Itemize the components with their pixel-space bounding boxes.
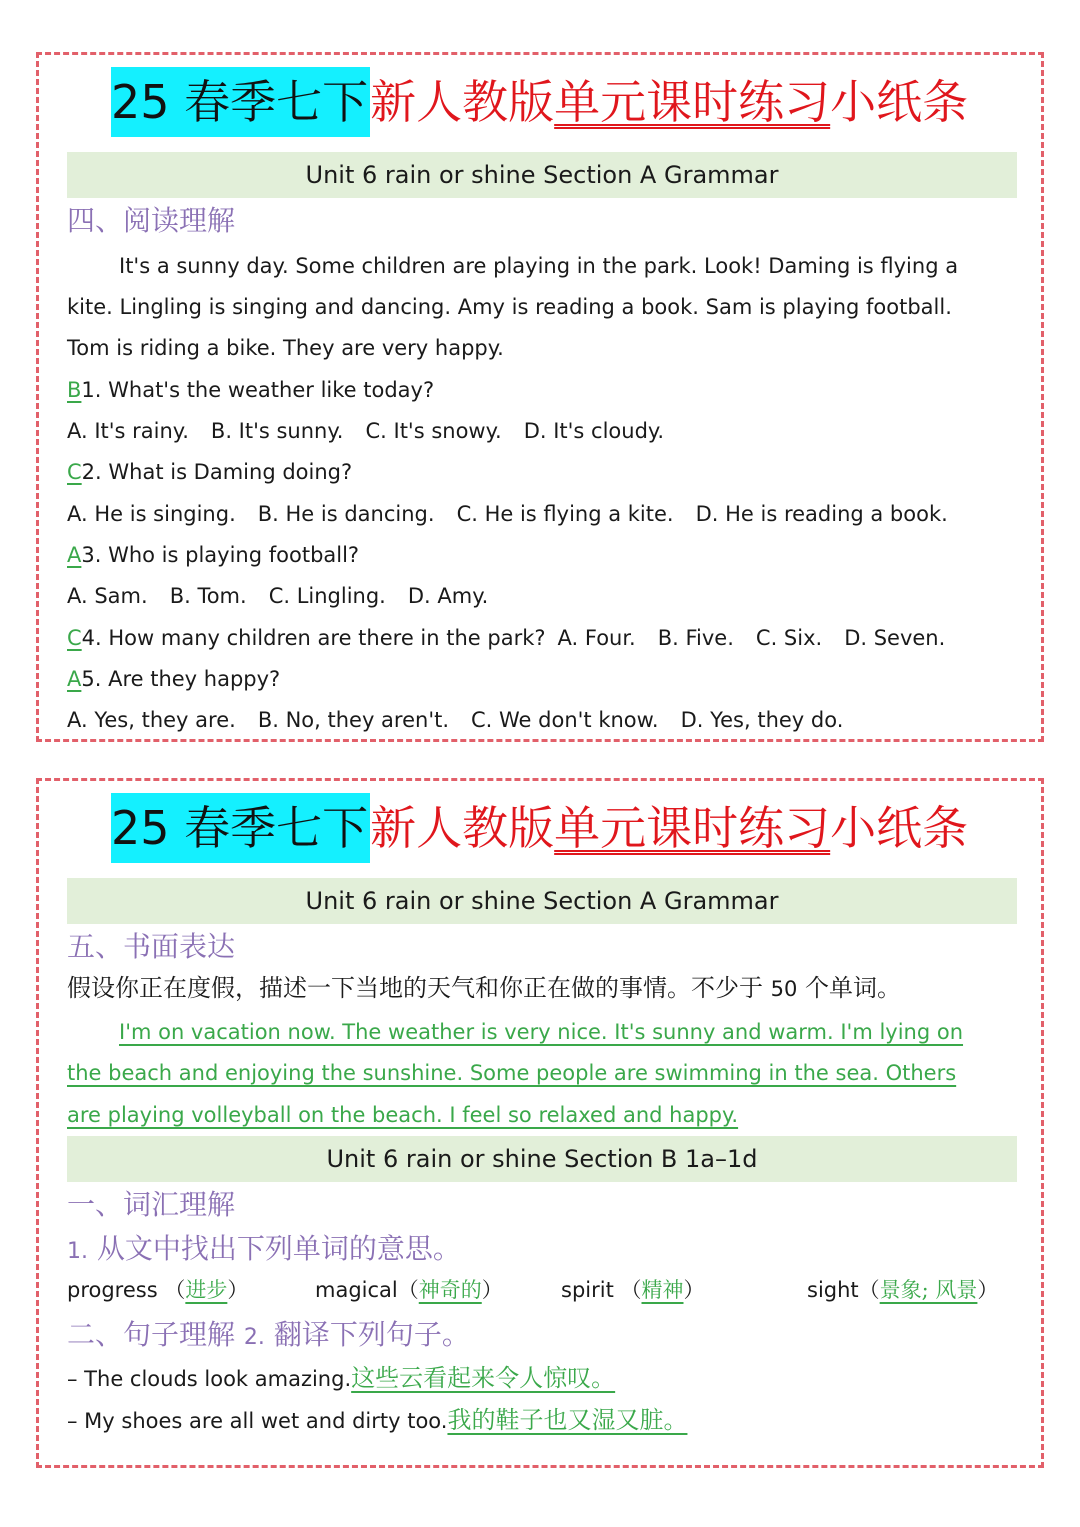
options-5 bbox=[67, 705, 1017, 735]
essay-line: the beach and enjoying the sunshine. Some people are swimming in the sea. Others bbox=[67, 1061, 957, 1085]
section-heading: 四、阅读理解 bbox=[67, 204, 236, 237]
unit-banner: Unit 6 rain or shine Section A Grammar bbox=[67, 878, 1017, 924]
options-3 bbox=[67, 581, 1017, 611]
vocab-item: magical（神奇的） bbox=[315, 1278, 503, 1302]
option: D. He is reading a book. bbox=[695, 502, 948, 526]
card-title: 25 春季七下新人教版单元课时练习小纸条 bbox=[111, 793, 968, 863]
question-1: B1. What's the weather like today? bbox=[67, 378, 435, 402]
essay-line: are playing volleyball on the beach. I feel so relaxed and happy. bbox=[67, 1103, 739, 1127]
section-heading-3: 二、句子理解 2. 翻译下列句子。 bbox=[67, 1318, 470, 1351]
translation-answer: 这些云看起来令人惊叹。 bbox=[351, 1364, 616, 1392]
option: D. Amy. bbox=[407, 584, 489, 608]
title-highlight: 25 春季七下 bbox=[111, 793, 370, 863]
section-heading: 五、书面表达 bbox=[67, 930, 236, 963]
translation-sentence-1: – The clouds look amazing.这些云看起来令人惊叹。 bbox=[67, 1364, 616, 1392]
answer-mark: A bbox=[67, 667, 82, 691]
translation-answer: 我的鞋子也又湿又脏。 bbox=[447, 1406, 688, 1434]
task-1-heading: 1. 从文中找出下列单词的意思。 bbox=[67, 1232, 461, 1265]
translation-sentence-2: – My shoes are all wet and dirty too.我的鞋子也又湿又脏。 bbox=[67, 1406, 688, 1434]
card-title: 25 春季七下新人教版单元课时练习小纸条 bbox=[111, 67, 968, 137]
unit-banner-2: Unit 6 rain or shine Section B 1a–1d bbox=[67, 1136, 1017, 1182]
vocab-item: progress （进步） bbox=[67, 1278, 249, 1302]
section-heading-2: 一、词汇理解 bbox=[67, 1188, 236, 1221]
question-4: C4. How many children are there in the park? A. Four. B. Five. C. Six. D. Seven. bbox=[67, 623, 1017, 653]
option: D. Yes, they do. bbox=[680, 708, 844, 732]
worksheet-card-1 bbox=[36, 52, 1044, 742]
question-5: A5. Are they happy? bbox=[67, 667, 281, 691]
essay-line: I'm on vacation now. The weather is very nice. It's sunny and warm. I'm lying on bbox=[119, 1020, 964, 1044]
question-3: A3. Who is playing football? bbox=[67, 543, 360, 567]
passage-line: kite. Lingling is singing and dancing. Amy is reading a book. Sam is playing football. bbox=[67, 295, 952, 319]
title-highlight: 25 春季七下 bbox=[111, 67, 370, 137]
answer-mark: A bbox=[67, 543, 82, 567]
passage-line: Tom is riding a bike. They are very happy. bbox=[67, 336, 504, 360]
option: A. Four. bbox=[557, 626, 636, 650]
option: C. Six. bbox=[755, 626, 823, 650]
option: C. It's snowy. bbox=[365, 419, 502, 443]
option: A. Sam. bbox=[67, 584, 148, 608]
option: B. It's sunny. bbox=[210, 419, 344, 443]
options-1 bbox=[67, 416, 1017, 446]
option: B. No, they aren't. bbox=[257, 708, 449, 732]
writing-prompt: 假设你正在度假，描述一下当地的天气和你正在做的事情。不少于 50 个单词。 bbox=[67, 974, 902, 1002]
vocab-row bbox=[67, 1275, 1017, 1305]
question-2: C2. What is Daming doing? bbox=[67, 460, 353, 484]
option: B. He is dancing. bbox=[257, 502, 435, 526]
answer-mark: C bbox=[67, 460, 82, 484]
option: C. He is flying a kite. bbox=[456, 502, 674, 526]
option: D. It's cloudy. bbox=[523, 419, 665, 443]
options-2 bbox=[67, 499, 1017, 529]
option: A. It's rainy. bbox=[67, 419, 189, 443]
option: D. Seven. bbox=[844, 626, 946, 650]
unit-banner: Unit 6 rain or shine Section A Grammar bbox=[67, 152, 1017, 198]
vocab-item: spirit （精神） bbox=[561, 1278, 705, 1302]
answer-mark: C bbox=[67, 626, 82, 650]
option: A. Yes, they are. bbox=[67, 708, 236, 732]
option: B. Five. bbox=[657, 626, 734, 650]
worksheet-card-2 bbox=[36, 778, 1044, 1468]
option: A. He is singing. bbox=[67, 502, 236, 526]
answer-mark: B bbox=[67, 378, 82, 402]
option: C. We don't know. bbox=[471, 708, 659, 732]
passage-line: It's a sunny day. Some children are playing in the park. Look! Daming is flying a bbox=[119, 254, 959, 278]
vocab-item: sight（景象; 风景） bbox=[807, 1278, 999, 1302]
option: B. Tom. bbox=[169, 584, 247, 608]
option: C. Lingling. bbox=[268, 584, 386, 608]
